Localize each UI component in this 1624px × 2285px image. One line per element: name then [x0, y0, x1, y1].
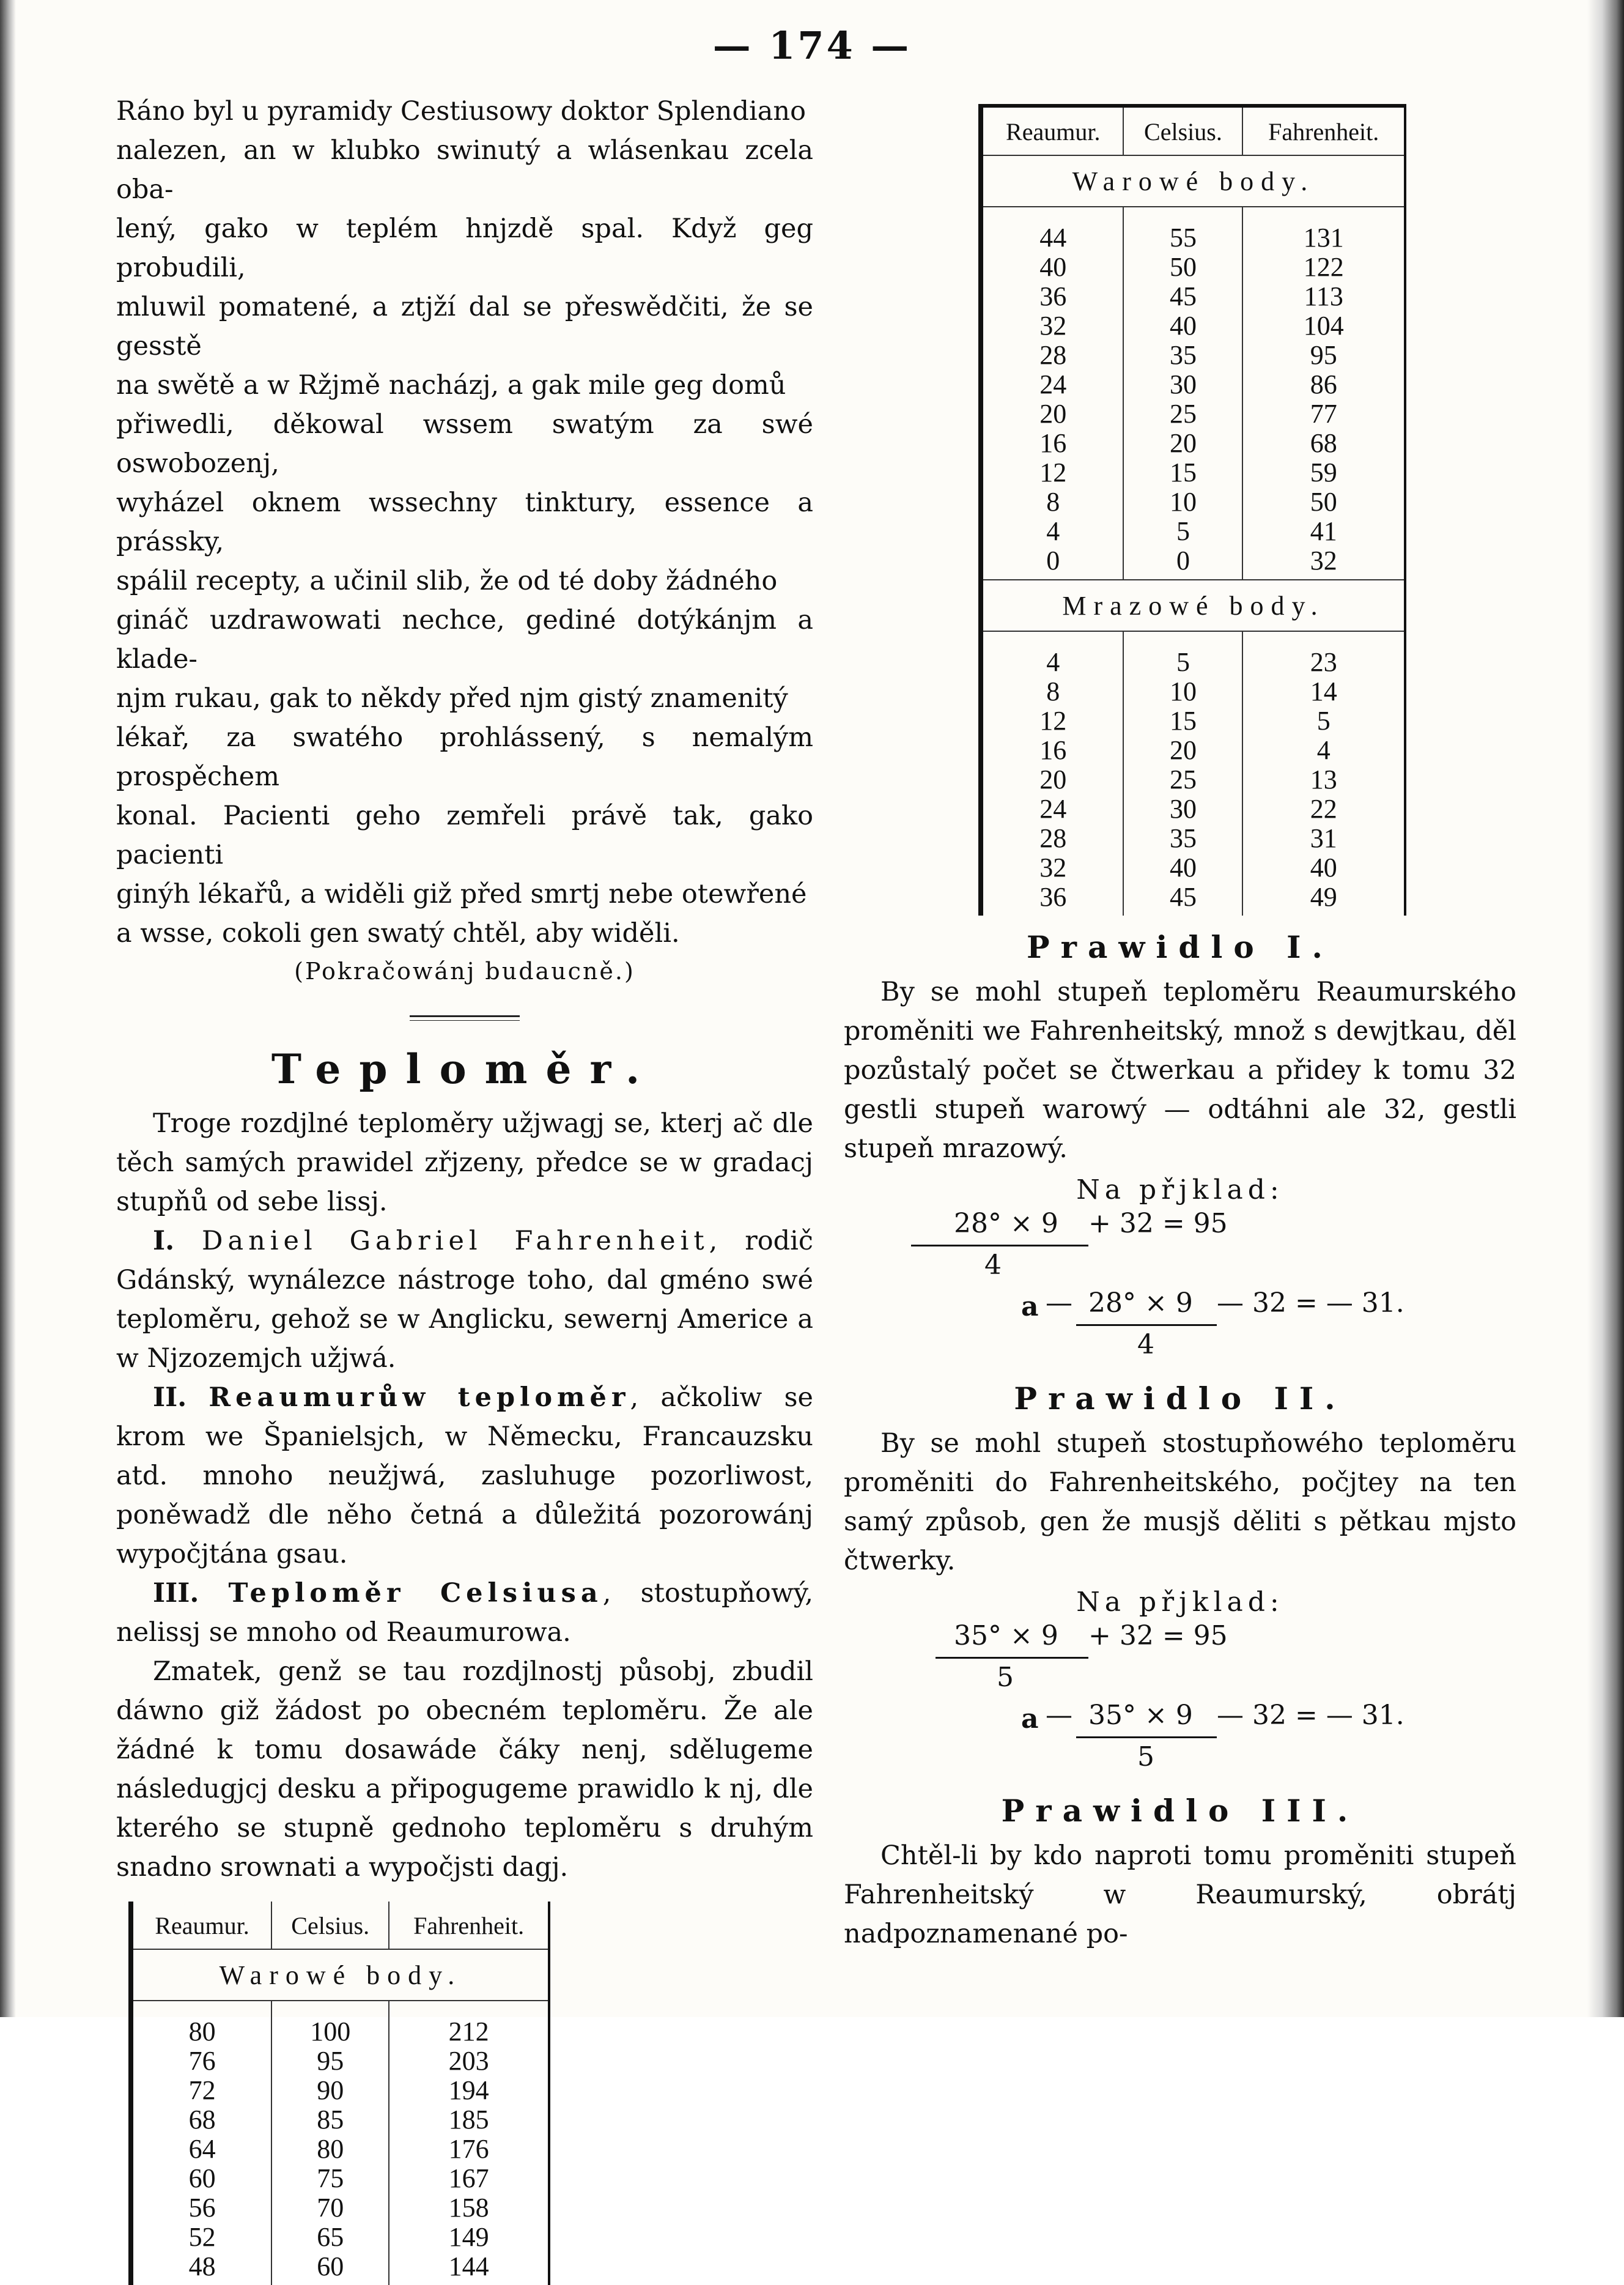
story-line: wyházel oknem wssechny tinktury, essence a prássky, [116, 487, 813, 557]
section-label-warm: Warowé body. [981, 155, 1405, 207]
item-celsius [116, 1574, 813, 1652]
formula-numerator: 35° × 9 [954, 1620, 1058, 1651]
formula-tail: + 32 = 95 [1088, 1620, 1228, 1651]
table-row: 8 10 50 [981, 487, 1405, 517]
table-row: 24 30 86 [981, 370, 1405, 399]
formula-numerator: 28° × 9 [954, 1208, 1058, 1239]
formula-tail: — 32 = — 31. [1217, 1700, 1404, 1731]
left-column [116, 92, 813, 2285]
table-row: 8 10 14 [981, 677, 1405, 706]
formula-numerator: 35° × 9 [1088, 1700, 1193, 1731]
table-row: 4 5 41 [981, 517, 1405, 546]
formula-denominator: 4 [1137, 1329, 1154, 1360]
table-row: 60 75 167 [131, 2164, 549, 2193]
table-row: 68 85 185 [131, 2105, 549, 2135]
table-row: 28 35 95 [981, 341, 1405, 370]
table-row: 36 45 49 [981, 883, 1405, 916]
binding-shadow-right [1587, 0, 1624, 2017]
fraction-bar [911, 1245, 1088, 1246]
table-row: 16 20 68 [981, 429, 1405, 458]
table-row: 72 90 194 [131, 2076, 549, 2105]
closing-paragraph: Zmatek, genž se tau rozdjlnostj působj, zbudil dáwno giž žádost po obecném teploměru. Že ale žádné k tomu dosawáde čáky nenj, sdělugeme následugjcj desku a připogugeme prawidlo k nj, dle kterého se stupně gednoho teploměru s druhým snadno srownati a wypočjsti dagj. [116, 1656, 813, 1883]
section-label: Warowé body. [131, 1949, 549, 2001]
item-number: III. [153, 1578, 199, 1609]
table-row: 24 30 22 [981, 794, 1405, 824]
story-line: njm rukau, gak to někdy před njm gistý znamenitý [116, 683, 788, 714]
fraction-bar [936, 1657, 1088, 1659]
right-column [844, 104, 1516, 1954]
table-row: 48 60 144 [131, 2252, 549, 2285]
table-row: 36 45 113 [981, 282, 1405, 311]
story-line: spálil recepty, a učinil slib, že od té doby žádného [116, 566, 778, 596]
story-line: mluwil pomatené, a ztjží dal se přeswědčiti, že se gesstě [116, 292, 813, 361]
item-number: II. [153, 1382, 187, 1413]
story-line: nalezen, an w klubko swinutý a wlásenkau zcela oba- [116, 135, 813, 205]
formula-denominator: 5 [997, 1662, 1014, 1693]
table-row: 44 55 131 [981, 223, 1405, 253]
column-header: Celsius. [1123, 106, 1242, 155]
section-divider [410, 1015, 520, 1021]
rule-2-text: By se mohl stupeň stostupňowého teploměru proměniti do Fahrenheitského, počjtey na ten samý způsob, gen že musjš děliti s pětkau mjsto čtwerky. [844, 1428, 1516, 1576]
formula-prefix: a [1021, 1703, 1039, 1735]
story-line: konal. Pacienti geho zemřeli právě tak, gako pacienti [116, 801, 813, 870]
section-label-frost: Mrazowé body. [981, 580, 1405, 631]
table-row: 76 95 203 [131, 2046, 549, 2076]
formula-denominator: 4 [984, 1250, 1002, 1281]
table-row: 32 40 40 [981, 853, 1405, 883]
temperature-table-left [128, 1902, 550, 2285]
rule-2-example-label: Na přjklad: [1076, 1587, 1284, 1618]
table-row: 0 0 32 [981, 546, 1405, 580]
formula-prefix: a [1021, 1291, 1039, 1322]
formula-tail: + 32 = 95 [1088, 1208, 1228, 1239]
rule-1-formula-frost: a — 28° × 9 — 32 = — 31. 4 [1021, 1287, 1404, 1360]
item-text: , stostupňowý, nelissj se mnoho od Reaumurowa. [116, 1578, 814, 1648]
fraction-bar [1076, 1736, 1217, 1738]
table-row: 52 65 149 [131, 2223, 549, 2252]
formula-numerator: 28° × 9 [1088, 1287, 1193, 1319]
item-text: , rodič Gdánský, wynálezce nástroge toho, dal gméno swé teploměru, gehož se w Anglicku, sewernj Americe a w Njzozemjch užjwá. [116, 1226, 813, 1374]
item-name: Daniel Gabriel Fahrenheit [201, 1226, 709, 1256]
rule-2-title: Prawidlo II. [1014, 1380, 1346, 1417]
story-line: na swětě a w Ržjmě nacházj, a gak mile geg domů [116, 370, 786, 401]
rule-1-formula-warm [844, 1208, 1516, 1287]
item-number: I. [153, 1226, 175, 1256]
story-line: Ráno byl u pyramidy Cestiusowy doktor Splendiano [116, 96, 806, 127]
table-row: 56 70 158 [131, 2193, 549, 2223]
column-header: Fahrenheit. [1242, 106, 1405, 155]
continuation-note: (Pokračowánj budaucně.) [294, 958, 635, 985]
story-line: ginýh lékařů, a widěli giž před smrtj nebe otewřené [116, 879, 807, 909]
story-line: gináč uzdrawowati nechce, gediné dotýkánjm a klade- [116, 605, 813, 675]
table-row: 20 25 13 [981, 765, 1405, 794]
rule-1-example-label: Na přjklad: [1076, 1174, 1284, 1205]
table-row: 12 15 5 [981, 706, 1405, 736]
item-reaumur [116, 1378, 813, 1574]
column-header: Celsius. [271, 1902, 389, 1949]
rule-2-formula-frost: a — 35° × 9 — 32 = — 31. 5 [1021, 1700, 1404, 1772]
table-row: 28 35 31 [981, 824, 1405, 853]
item-fahrenheit [116, 1221, 813, 1378]
rule-1-title: Prawidlo I. [1027, 929, 1334, 965]
table-row: 64 80 176 [131, 2135, 549, 2164]
fraction-bar [1076, 1324, 1217, 1326]
table-row: 4 5 23 [981, 648, 1405, 677]
rule-3-text: Chtěl-li by kdo naproti tomu proměniti stupeň Fahrenheitský w Reaumurský, obrátj nadpoznamenané po- [844, 1840, 1516, 1949]
article-title: Teploměr. [271, 1045, 659, 1093]
story-line: a wsse, cokoli gen swatý chtěl, aby widěli. [116, 918, 680, 949]
item-name: Reaumurůw teploměr [209, 1382, 630, 1413]
table-row: 80 100 212 [131, 2017, 549, 2046]
table-row: 32 40 104 [981, 311, 1405, 341]
story-line: lékař, za swatého prohlássený, s nemalým prospěchem [116, 722, 813, 792]
item-name: Teploměr Celsiusa [228, 1578, 603, 1609]
intro-paragraph: Troge rozdjlné teploměry užjwagj se, kterj ač dle těch samých prawidel zřjzeny, předce se w gradacj stupňů od sebe lissj. [116, 1108, 813, 1217]
column-header: Fahrenheit. [389, 1902, 549, 1949]
rule-1-text: By se mohl stupeň teploměru Reaumurského proměniti we Fahrenheitský, množ s dewjtkau, děl pozůstalý počet se čtwerkau a přidey k tomu 32 gestli stupeň warowý — odtáhni ale 32, gestli stupeň mrazowý. [844, 977, 1516, 1164]
column-header: Reaumur. [981, 106, 1123, 155]
table-row: 20 25 77 [981, 399, 1405, 429]
table-row: 16 20 4 [981, 736, 1405, 765]
binding-shadow-left [0, 0, 16, 2017]
temperature-table-right [978, 104, 1406, 916]
story-paragraph [116, 92, 813, 953]
rule-3-title: Prawidlo III. [1001, 1793, 1359, 1829]
item-text: , ačkoliw se krom we Španielsjch, w Německu, Francauzsku atd. mnoho neužjwá, zasluhuge pozorliwost, poněwadž dle něho četná a důležitá pozorowánj wypočjtána gsau. [116, 1382, 814, 1569]
story-line: lený, gako w teplém hnjzdě spal. Když geg probudili, [116, 213, 813, 283]
table-row: 12 15 59 [981, 458, 1405, 487]
rule-2-formula-warm [844, 1620, 1516, 1700]
table-row: 40 50 122 [981, 253, 1405, 282]
column-header: Reaumur. [131, 1902, 271, 1949]
formula-denominator: 5 [1137, 1741, 1154, 1772]
formula-tail: — 32 = — 31. [1217, 1287, 1404, 1319]
page-number: — 174 — [712, 23, 912, 68]
story-line: přiwedli, děkowal wssem swatým za swé oswobozenj, [116, 409, 813, 479]
